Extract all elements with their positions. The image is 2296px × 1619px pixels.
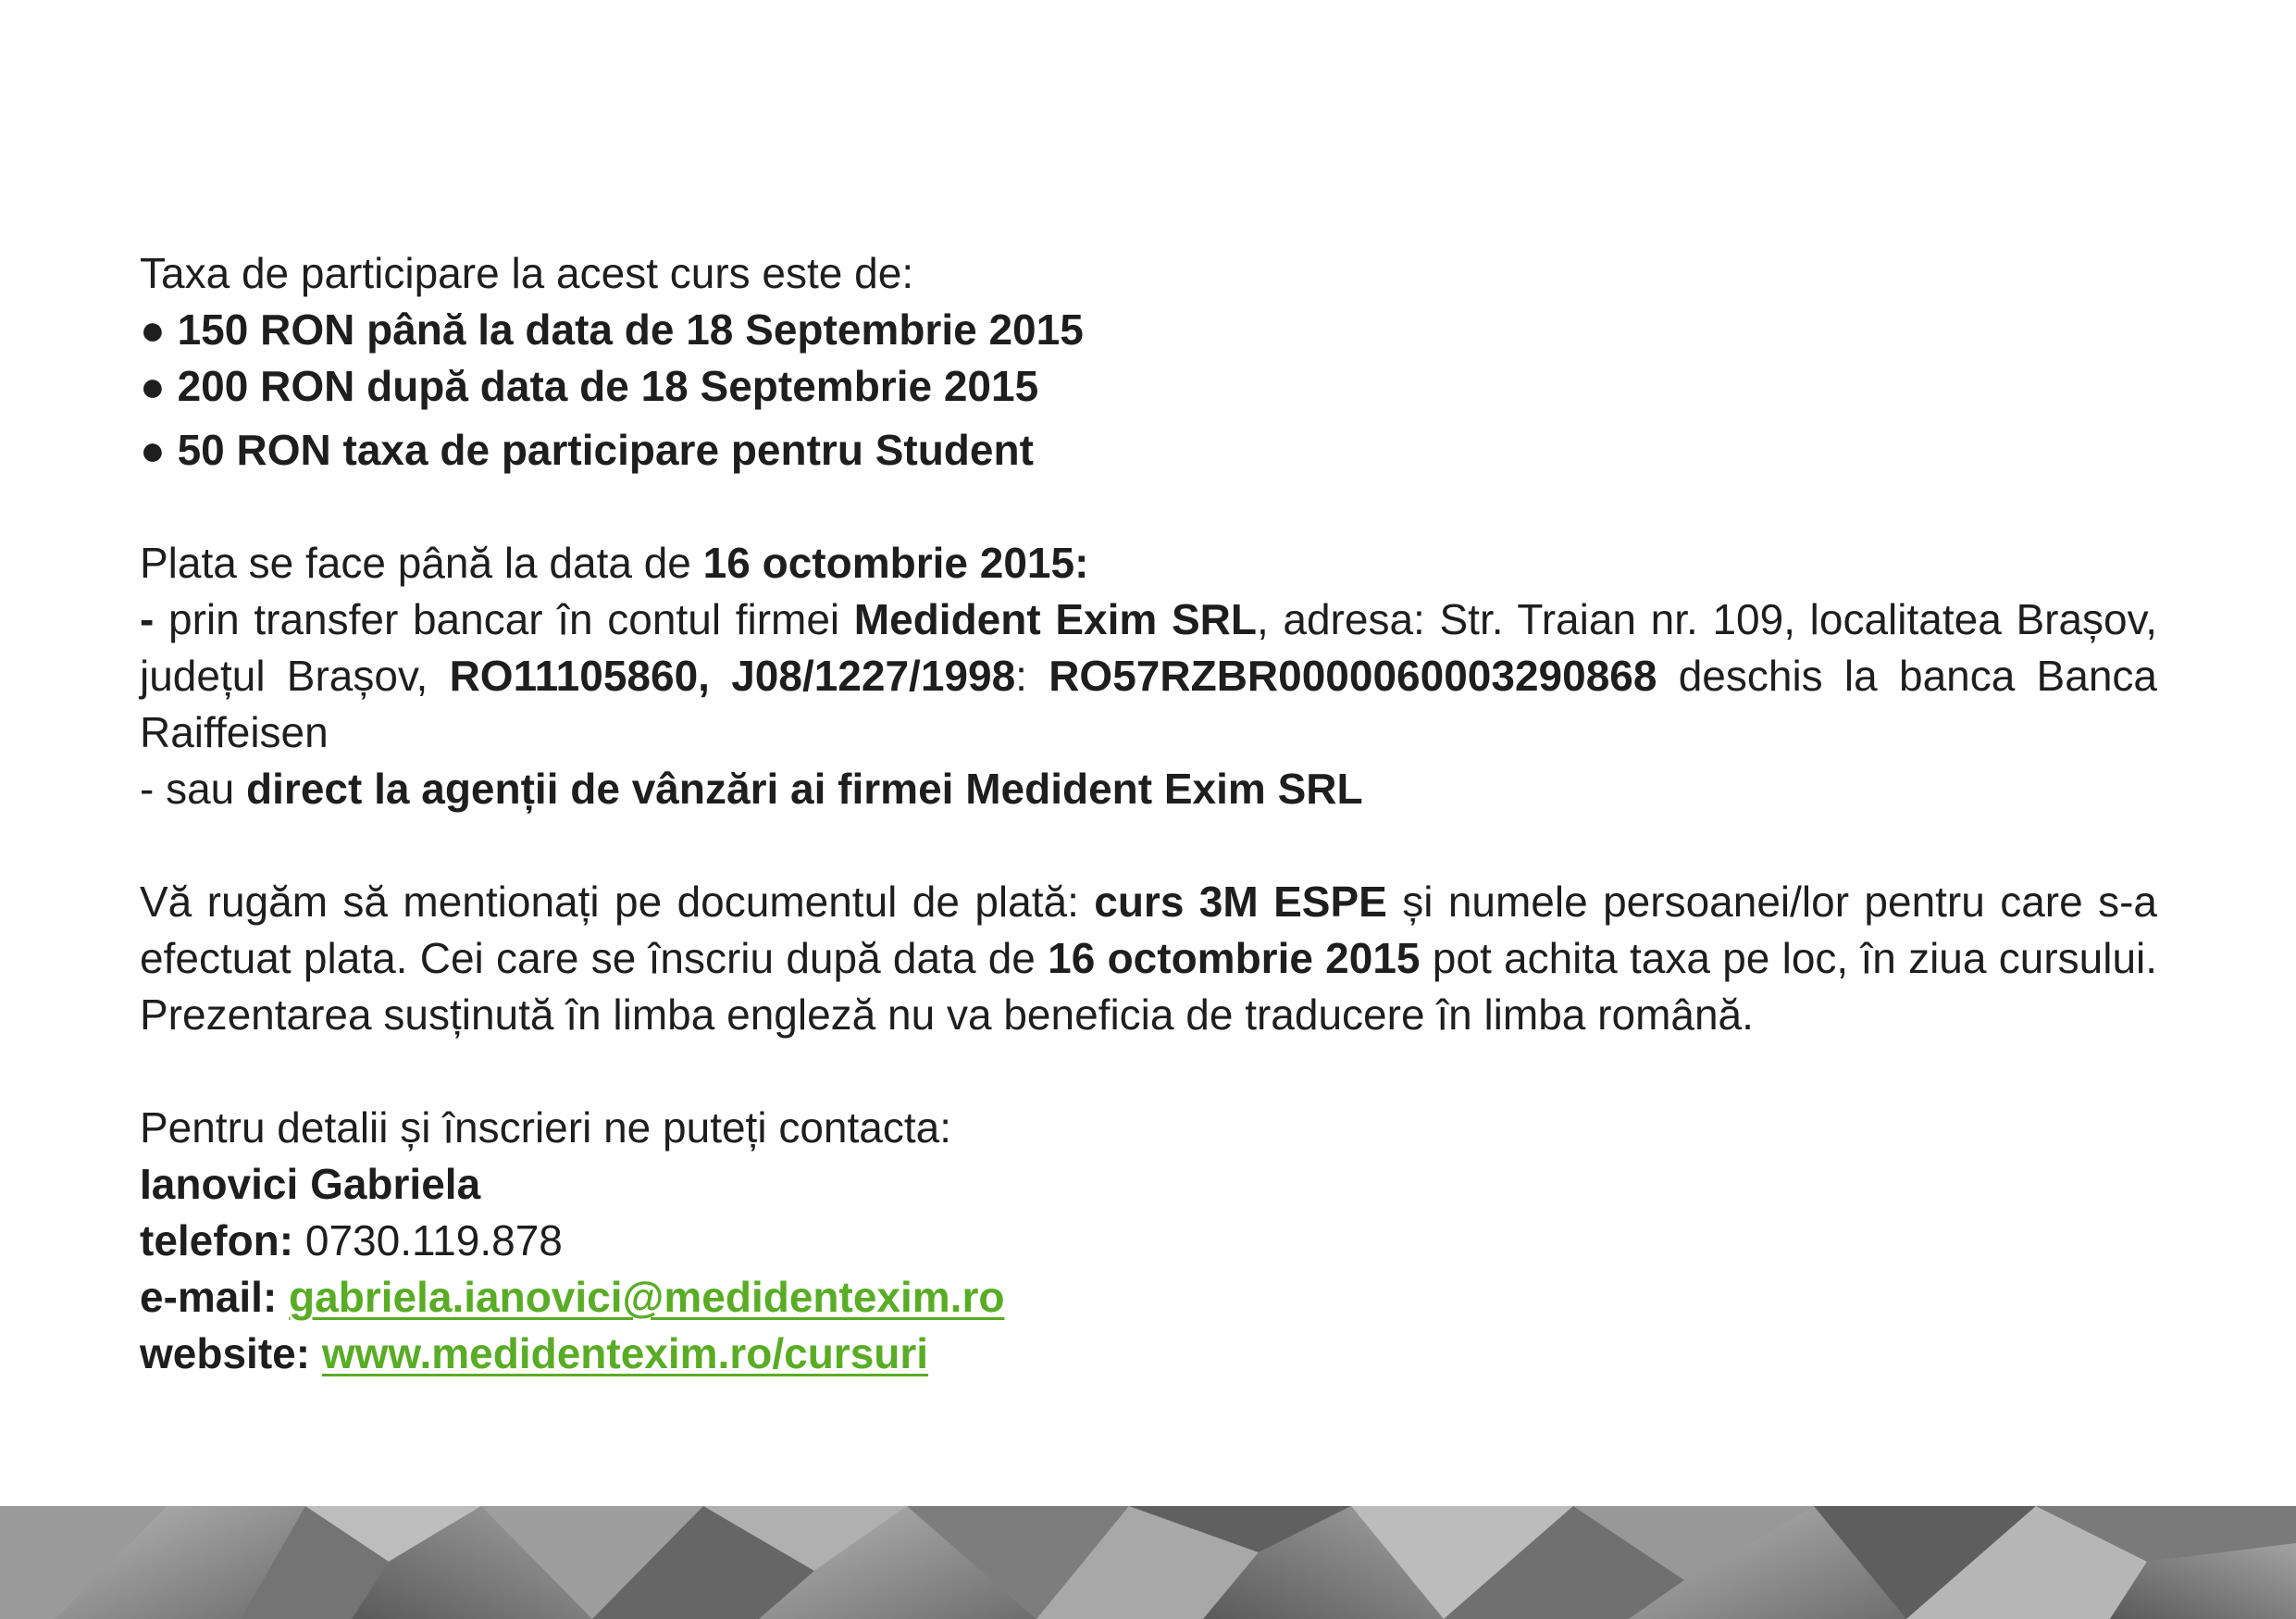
payment-deadline: 16 octombrie 2015: [702, 539, 1089, 587]
note-deadline: 16 octombrie 2015 [1048, 934, 1421, 982]
phone-label: telefon: [140, 1216, 294, 1264]
separator-text: : [1015, 652, 1049, 700]
fee-item [140, 358, 2157, 415]
payment-transfer [140, 592, 2157, 761]
agents-prefix: - sau [140, 765, 247, 813]
agents-text: direct la agenții de vânzări ai firmei Medident Exim SRL [246, 765, 1363, 813]
polygon-pattern-graphic [0, 1506, 2296, 1619]
fees-intro: Taxa de participare la acest curs este de: [140, 249, 914, 297]
address-text: , adresa: Str. Traian nr. 109, localitatea Brașov, județul Brașov, [140, 595, 2157, 700]
email-label: e-mail: [140, 1273, 278, 1321]
note-section [140, 874, 2157, 1043]
payment-intro [140, 535, 2157, 592]
bullet-icon: ● [140, 362, 166, 410]
bullet-icon: ● [140, 426, 166, 474]
fee-item-text: 150 RON până la data de 18 Septembrie 2015 [177, 305, 1084, 354]
payment-agents [140, 761, 2157, 817]
email-link[interactable]: gabriela.ianovici@medidentexim.ro [289, 1273, 1005, 1321]
email-line [140, 1269, 2157, 1326]
contact-intro: Pentru detalii și înscrieri ne puteți contacta: [140, 1103, 952, 1152]
iban: RO57RZBR0000060003290868 [1049, 652, 1657, 700]
note-text: și numele persoanei/lor pentru care s-a efectuat plata. Cei care se înscriu după data de [140, 878, 2157, 982]
note-text: Vă rugăm să mentionați pe documentul de plată: [140, 878, 1095, 926]
payment-section [140, 535, 2157, 817]
company-codes: RO11105860, J08/1227/1998 [449, 652, 1016, 700]
phone-line [140, 1213, 2157, 1269]
website-label: website: [140, 1329, 311, 1377]
document-body [140, 245, 2157, 1382]
website-link[interactable]: www.medidentexim.ro/cursuri [321, 1329, 929, 1377]
company-name: Medident Exim SRL [853, 595, 1257, 643]
course-name: curs 3M ESPE [1094, 878, 1387, 926]
website-line [140, 1326, 2157, 1382]
fee-item-text: 50 RON taxa de participare pentru Student [177, 426, 1034, 474]
fee-item-text: 200 RON după data de 18 Septembrie 2015 [177, 362, 1039, 410]
phone-number: 0730.119.878 [293, 1216, 563, 1264]
fee-item [140, 302, 2157, 358]
dash: - [140, 595, 155, 643]
transfer-text: prin transfer bancar în contul firmei [154, 595, 854, 643]
footer-decoration [0, 1506, 2296, 1619]
contact-section [140, 1100, 2157, 1382]
contact-name: Ianovici Gabriela [140, 1160, 481, 1208]
payment-note [140, 874, 2157, 1043]
bank-text: deschis la banca Banca Raiffeisen [140, 652, 2157, 756]
fees-section [140, 245, 2157, 479]
fee-item [140, 422, 2157, 479]
bullet-icon: ● [140, 305, 166, 354]
payment-intro-text: Plata se face până la data de [140, 539, 703, 587]
note-text: pot achita taxa pe loc, în ziua cursului. Prezentarea susținută în limba engleză nu va beneficia de traducere în limba română. [140, 934, 2158, 1039]
